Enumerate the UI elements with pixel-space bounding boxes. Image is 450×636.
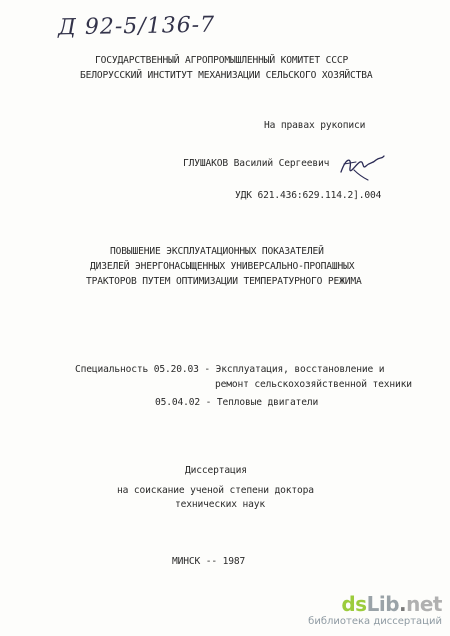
manuscript-note: На правах рукописи: [264, 120, 366, 131]
logo-net: net: [406, 592, 442, 616]
handwritten-archive-code: Д 92-5/136-7: [57, 12, 216, 41]
watermark-caption: библиотека диссертаций: [308, 616, 442, 627]
logo-lib: Lib: [366, 592, 400, 616]
logo-dot: .: [399, 592, 407, 616]
title-line-2: ДИЗЕЛЕЙ ЭНЕРГОНАСЫЩЕННЫХ УНИВЕРСАЛЬНО-ПРОПАШНЫХ: [90, 261, 355, 272]
degree-line-3: технических наук: [175, 499, 266, 510]
specialty-line-1: Специальность 05.20.03 - Эксплуатация, восстановление и: [75, 364, 385, 375]
watermark: [308, 592, 442, 632]
degree-line-2: на соискание ученой степени доктора: [117, 485, 314, 496]
author-name: ГЛУШАКОВ Василий Сергеевич: [183, 158, 330, 169]
specialty-line-3: 05.04.02 - Тепловые двигатели: [155, 397, 319, 408]
watermark-logo: [341, 592, 442, 616]
place-year: МИНСК -- 1987: [172, 556, 246, 567]
org-line-1: ГОСУДАРСТВЕННЫЙ АГРОПРОМЫШЛЕННЫЙ КОМИТЕТ СССР: [95, 55, 349, 66]
author-signature: [338, 150, 386, 182]
org-line-2: БЕЛОРУССКИЙ ИНСТИТУТ МЕХАНИЗАЦИИ СЕЛЬСКОГО ХОЗЯЙСТВА: [80, 70, 373, 81]
specialty-line-2: ремонт сельскохозяйственной техники: [215, 379, 412, 390]
title-line-3: ТРАКТОРОВ ПУТЕМ ОПТИМИЗАЦИИ ТЕМПЕРАТУРНОГО РЕЖИМА: [86, 276, 362, 287]
udc-code: УДК 621.436:629.114.2].004: [235, 190, 382, 201]
logo-ds: ds: [341, 592, 367, 616]
title-line-1: ПОВЫШЕНИЕ ЭКСПЛУАТАЦИОННЫХ ПОКАЗАТЕЛЕЙ: [110, 246, 324, 257]
degree-line-1: Диссертация: [185, 465, 247, 476]
